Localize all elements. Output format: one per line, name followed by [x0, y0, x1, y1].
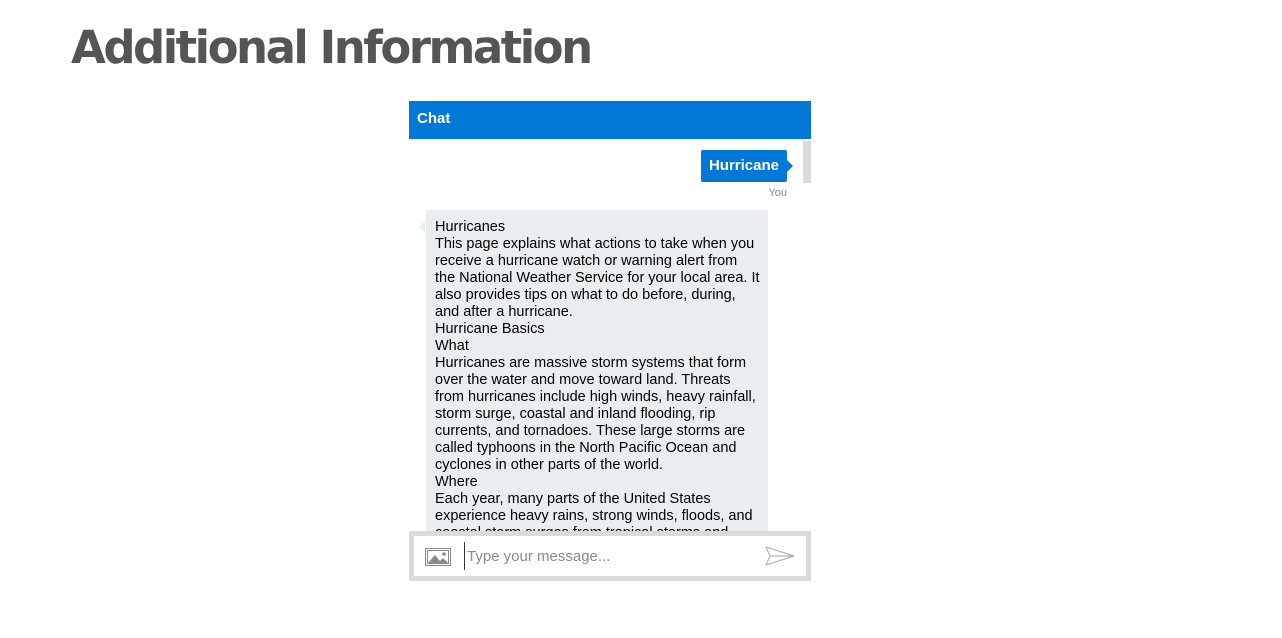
image-upload-icon-graphic: [425, 548, 451, 566]
bot-message-line: Each year, many parts of the United States experience heavy rains, strong winds, floods, and: [435, 491, 753, 524]
page-title: Additional Information: [71, 21, 591, 74]
chat-history[interactable]: [409, 139, 811, 531]
chat-header-title: Chat: [417, 110, 451, 127]
chat-header: [409, 101, 811, 139]
user-message-text: Hurricane: [708, 157, 779, 174]
bot-message-line: This page explains what actions to take when you receive a hurricane watch or warning alert from the National Weather Service for your local area. It also provides tips on what to do before, during, and after a hurricane.: [435, 236, 760, 320]
bot-bubble-tail: [419, 221, 425, 233]
bot-message-line: Where: [435, 474, 478, 490]
chat-widget: [409, 101, 811, 581]
message-input[interactable]: [464, 542, 757, 570]
user-bubble-tail: [787, 160, 793, 172]
chat-input-box: [414, 536, 806, 576]
image-upload-icon[interactable]: [425, 548, 451, 566]
user-message-bubble[interactable]: [701, 150, 787, 182]
bot-message-line: What: [435, 338, 469, 354]
bot-message-line: Hurricanes: [435, 219, 506, 235]
bot-message-bubble[interactable]: [426, 210, 768, 579]
user-sender-label: You: [768, 187, 787, 199]
chat-input-bar: [409, 531, 811, 581]
send-icon: [765, 546, 795, 566]
bot-message-line: Hurricanes are massive storm systems that form over the water and move toward land. Threats from hurricanes include high winds, heavy rainfall, storm surge, coastal and inland flooding, rip currents, and tornadoes. These large storms are called typhoons in the North Pacific Ocean and cyclones in other parts of the world.: [435, 355, 756, 473]
send-button[interactable]: [765, 546, 795, 566]
bot-message-line: Hurricane Basics: [435, 321, 545, 337]
scrollbar[interactable]: [803, 141, 811, 183]
